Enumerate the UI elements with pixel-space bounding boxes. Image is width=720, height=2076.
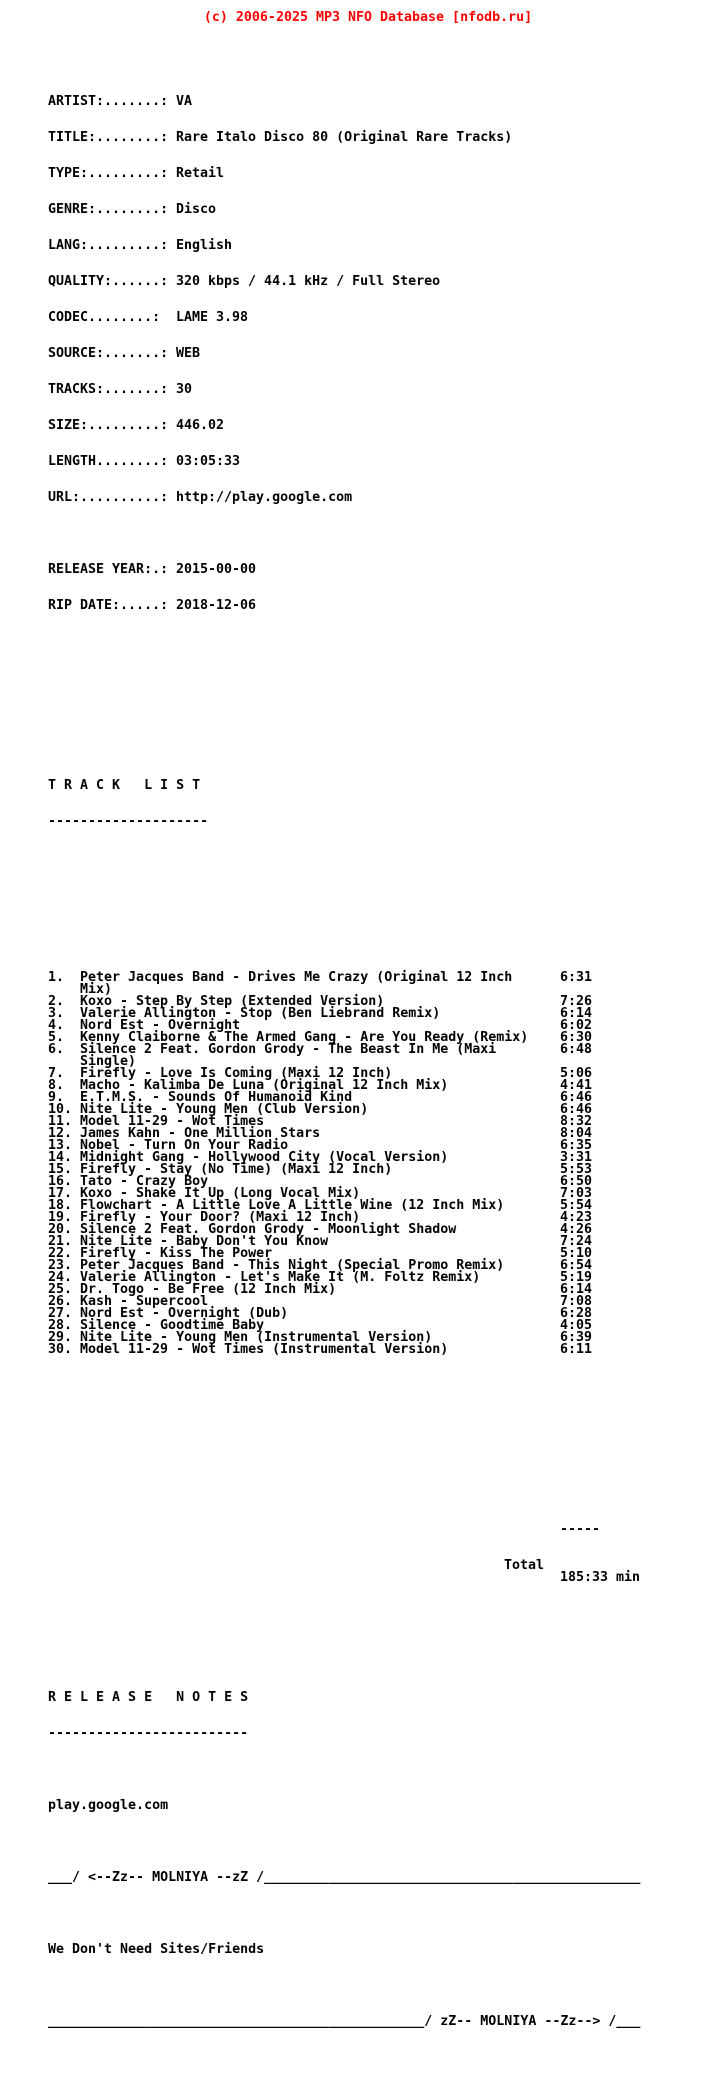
track-number: 14.	[48, 1150, 73, 1165]
info-label: LENGTH........:	[48, 454, 169, 469]
track-duration: 5:54	[560, 1198, 593, 1213]
track-duration: 8:32	[560, 1114, 593, 1129]
track-list	[48, 972, 688, 1356]
track-title: Silence 2 Feat. Gordon Grody - The Beast In Me (Maxi	[80, 1042, 497, 1057]
track-title: Valerie Allington - Let's Make It (M. Foltz Remix)	[80, 1270, 481, 1285]
tracklist-underline: --------------------	[48, 814, 209, 829]
info-label: RELEASE YEAR:.:	[48, 562, 169, 577]
track-number: 20.	[48, 1222, 73, 1237]
track-duration: 7:26	[560, 994, 593, 1009]
info-label: SIZE:.........:	[48, 418, 169, 433]
total-separator: -----	[560, 1522, 601, 1537]
info-label: TRACKS:.......:	[48, 382, 169, 397]
info-label: ARTIST:.......:	[48, 94, 169, 109]
release-notes-url: play.google.com	[48, 1798, 169, 1813]
copyright-header	[0, 0, 720, 24]
track-title: Nite Lite - Young Men (Club Version)	[80, 1102, 369, 1117]
track-duration: 6:50	[560, 1174, 593, 1189]
tracklist-heading: T R A C K L I S T	[48, 778, 201, 793]
track-title: E.T.M.S. - Sounds Of Humanoid Kind	[80, 1090, 353, 1105]
track-title: Silence - Goodtime Baby	[80, 1318, 265, 1333]
track-row	[48, 972, 688, 984]
track-title: Flowchart - A Little Love A Little Wine (12 Inch Mix)	[80, 1198, 505, 1213]
track-duration: 6:31	[560, 970, 593, 985]
info-label: QUALITY:......:	[48, 274, 169, 289]
track-duration: 6:28	[560, 1306, 593, 1321]
total-row	[48, 1548, 688, 1585]
banner-top: ___/ <--Zz-- MOLNIYA --zZ /_______________________________________________	[48, 1870, 641, 1885]
track-number: 25.	[48, 1282, 73, 1297]
track-title: Firefly - Stay (No Time) (Maxi 12 Inch)	[80, 1162, 393, 1177]
track-number: 19.	[48, 1210, 73, 1225]
track-duration: 6:30	[560, 1030, 593, 1045]
track-number: 2.	[48, 994, 65, 1009]
info-value: VA	[176, 94, 193, 109]
track-title: Peter Jacques Band - This Night (Special Promo Remix)	[80, 1258, 505, 1273]
info-codec	[48, 312, 688, 324]
info-label: RIP DATE:.....:	[48, 598, 169, 613]
info-label: TYPE:.........:	[48, 166, 169, 181]
track-duration: 6:54	[560, 1258, 593, 1273]
track-number: 9.	[48, 1090, 65, 1105]
track-number: 11.	[48, 1114, 73, 1129]
info-value: WEB	[176, 346, 201, 361]
info-length	[48, 456, 688, 468]
info-label: LANG:.........:	[48, 238, 169, 253]
info-type	[48, 168, 688, 180]
info-label: SOURCE:.......:	[48, 346, 169, 361]
spacer	[48, 1620, 688, 1632]
track-title: Dr. Togo - Be Free (12 Inch Mix)	[80, 1282, 337, 1297]
info-title	[48, 132, 688, 144]
track-title: Nord Est - Overnight (Dub)	[80, 1306, 289, 1321]
track-duration: 5:06	[560, 1066, 593, 1081]
track-duration: 6:14	[560, 1282, 593, 1297]
tracklist-section	[48, 756, 688, 1584]
track-duration: 6:02	[560, 1018, 593, 1033]
info-value: 320 kbps / 44.1 kHz / Full Stereo	[176, 274, 441, 289]
track-duration: 4:05	[560, 1318, 593, 1333]
track-number: 7.	[48, 1066, 65, 1081]
info-url-value: http://play.google.com	[176, 490, 353, 505]
track-title: Silence 2 Feat. Gordon Grody - Moonlight Shadow	[80, 1222, 457, 1237]
track-number: 3.	[48, 1006, 65, 1021]
track-duration: 6:35	[560, 1138, 593, 1153]
track-number: 13.	[48, 1138, 73, 1153]
nfo-document	[48, 36, 688, 2076]
track-title: James Kahn - One Million Stars	[80, 1126, 321, 1141]
spacer	[48, 1836, 688, 1848]
track-title: Model 11-29 - Wot Times (Instrumental Version)	[80, 1342, 449, 1357]
track-title-continuation: Mix)	[80, 982, 113, 997]
spacer	[48, 1908, 688, 1920]
release-info	[48, 72, 688, 636]
info-value: Retail	[176, 166, 225, 181]
spacer	[48, 1428, 688, 1440]
track-title: Nite Lite - Young Men (Instrumental Version)	[80, 1330, 433, 1345]
track-title: Firefly - Your Door? (Maxi 12 Inch)	[80, 1210, 361, 1225]
release-notes-heading: R E L E A S E N O T E S	[48, 1690, 249, 1705]
track-title: Nord Est - Overnight	[80, 1018, 241, 1033]
spacer	[48, 924, 688, 936]
track-number: 24.	[48, 1270, 73, 1285]
info-source	[48, 348, 688, 360]
copyright-text: (c) 2006-2025 MP3 NFO Database [nfodb.ru]	[203, 10, 533, 25]
track-number: 21.	[48, 1234, 73, 1249]
banner-bottom: _______________________________________________/ zZ-- MOLNIYA --Zz--> /___	[48, 2014, 641, 2029]
info-value: LAME 3.98	[176, 310, 249, 325]
track-duration: 6:46	[560, 1090, 593, 1105]
track-duration: 6:11	[560, 1342, 593, 1357]
tagline: We Don't Need Sites/Friends	[48, 1942, 265, 1957]
track-duration: 7:24	[560, 1234, 593, 1249]
track-number: 12.	[48, 1126, 73, 1141]
track-number: 10.	[48, 1102, 73, 1117]
track-duration: 7:03	[560, 1186, 593, 1201]
info-value: English	[176, 238, 233, 253]
track-duration: 8:04	[560, 1126, 593, 1141]
track-number: 29.	[48, 1330, 73, 1345]
spacer	[48, 1464, 688, 1476]
info-value: 30	[176, 382, 193, 397]
track-duration: 7:08	[560, 1294, 593, 1309]
track-duration: 5:53	[560, 1162, 593, 1177]
track-number: 16.	[48, 1174, 73, 1189]
info-quality	[48, 276, 688, 288]
track-title: Nobel - Turn On Your Radio	[80, 1138, 289, 1153]
info-rip-date	[48, 600, 688, 612]
track-title: Macho - Kalimba De Luna (Original 12 Inch Mix)	[80, 1078, 449, 1093]
info-url	[48, 492, 688, 504]
spacer	[48, 888, 688, 900]
track-number: 26.	[48, 1294, 73, 1309]
spacer	[48, 528, 688, 540]
info-value: 446.02	[176, 418, 225, 433]
track-number: 30.	[48, 1342, 73, 1357]
info-label: GENRE:........:	[48, 202, 169, 217]
info-label: URL:..........:	[48, 490, 169, 505]
track-row	[48, 1044, 688, 1056]
track-number: 1.	[48, 970, 65, 985]
track-number: 23.	[48, 1258, 73, 1273]
track-duration: 4:41	[560, 1078, 593, 1093]
info-tracks	[48, 384, 688, 396]
track-title: Tato - Crazy Boy	[80, 1174, 209, 1189]
track-duration: 6:39	[560, 1330, 593, 1345]
info-genre	[48, 204, 688, 216]
total-label: Total	[504, 1558, 545, 1573]
spacer	[48, 1980, 688, 1992]
info-value: 03:05:33	[176, 454, 241, 469]
track-number: 15.	[48, 1162, 73, 1177]
track-number: 18.	[48, 1198, 73, 1213]
spacer	[48, 1392, 688, 1404]
info-size	[48, 420, 688, 432]
info-value: 2015-00-00	[176, 562, 257, 577]
track-duration: 5:10	[560, 1246, 593, 1261]
track-row	[48, 1344, 688, 1356]
info-value: 2018-12-06	[176, 598, 257, 613]
info-lang	[48, 240, 688, 252]
info-label: TITLE:........:	[48, 130, 169, 145]
spacer	[48, 708, 688, 720]
track-number: 8.	[48, 1078, 65, 1093]
track-duration: 6:48	[560, 1042, 593, 1057]
track-title: Firefly - Kiss The Power	[80, 1246, 273, 1261]
track-number: 6.	[48, 1042, 65, 1057]
info-artist	[48, 96, 688, 108]
track-duration: 4:26	[560, 1222, 593, 1237]
spacer	[48, 672, 688, 684]
track-duration: 6:46	[560, 1102, 593, 1117]
track-title: Kash - Supercool	[80, 1294, 209, 1309]
spacer	[48, 852, 688, 864]
track-number: 5.	[48, 1030, 65, 1045]
info-value: Rare Italo Disco 80 (Original Rare Tracks)	[176, 130, 513, 145]
track-title: Koxo - Shake It Up (Long Vocal Mix)	[80, 1186, 361, 1201]
track-duration: 3:31	[560, 1150, 593, 1165]
track-number: 17.	[48, 1186, 73, 1201]
total-value: 185:33 min	[560, 1570, 641, 1585]
spacer	[48, 1764, 688, 1776]
info-label: CODEC........:	[48, 310, 161, 325]
track-number: 27.	[48, 1306, 73, 1321]
track-title: Nite Lite - Baby Don't You Know	[80, 1234, 329, 1249]
track-title: Firefly - Love Is Coming (Maxi 12 Inch)	[80, 1066, 393, 1081]
track-duration: 4:23	[560, 1210, 593, 1225]
release-notes-section	[48, 1668, 688, 2052]
track-number: 22.	[48, 1246, 73, 1261]
track-duration: 5:19	[560, 1270, 593, 1285]
total-separator-row	[48, 1512, 688, 1537]
track-duration: 6:14	[560, 1006, 593, 1021]
track-title: Peter Jacques Band - Drives Me Crazy (Original 12 Inch	[80, 970, 513, 985]
track-title: Kenny Claiborne & The Armed Gang - Are You Ready (Remix)	[80, 1030, 529, 1045]
track-title: Model 11-29 - Wot Times	[80, 1114, 265, 1129]
track-title: Valerie Allington - Stop (Ben Liebrand Remix)	[80, 1006, 441, 1021]
track-title: Midnight Gang - Hollywood City (Vocal Version)	[80, 1150, 449, 1165]
release-notes-underline: -------------------------	[48, 1726, 249, 1741]
info-release-year	[48, 564, 688, 576]
track-title: Koxo - Step By Step (Extended Version)	[80, 994, 385, 1009]
track-number: 28.	[48, 1318, 73, 1333]
track-title-continuation: Single)	[80, 1054, 137, 1069]
info-value: Disco	[176, 202, 217, 217]
track-number: 4.	[48, 1018, 65, 1033]
